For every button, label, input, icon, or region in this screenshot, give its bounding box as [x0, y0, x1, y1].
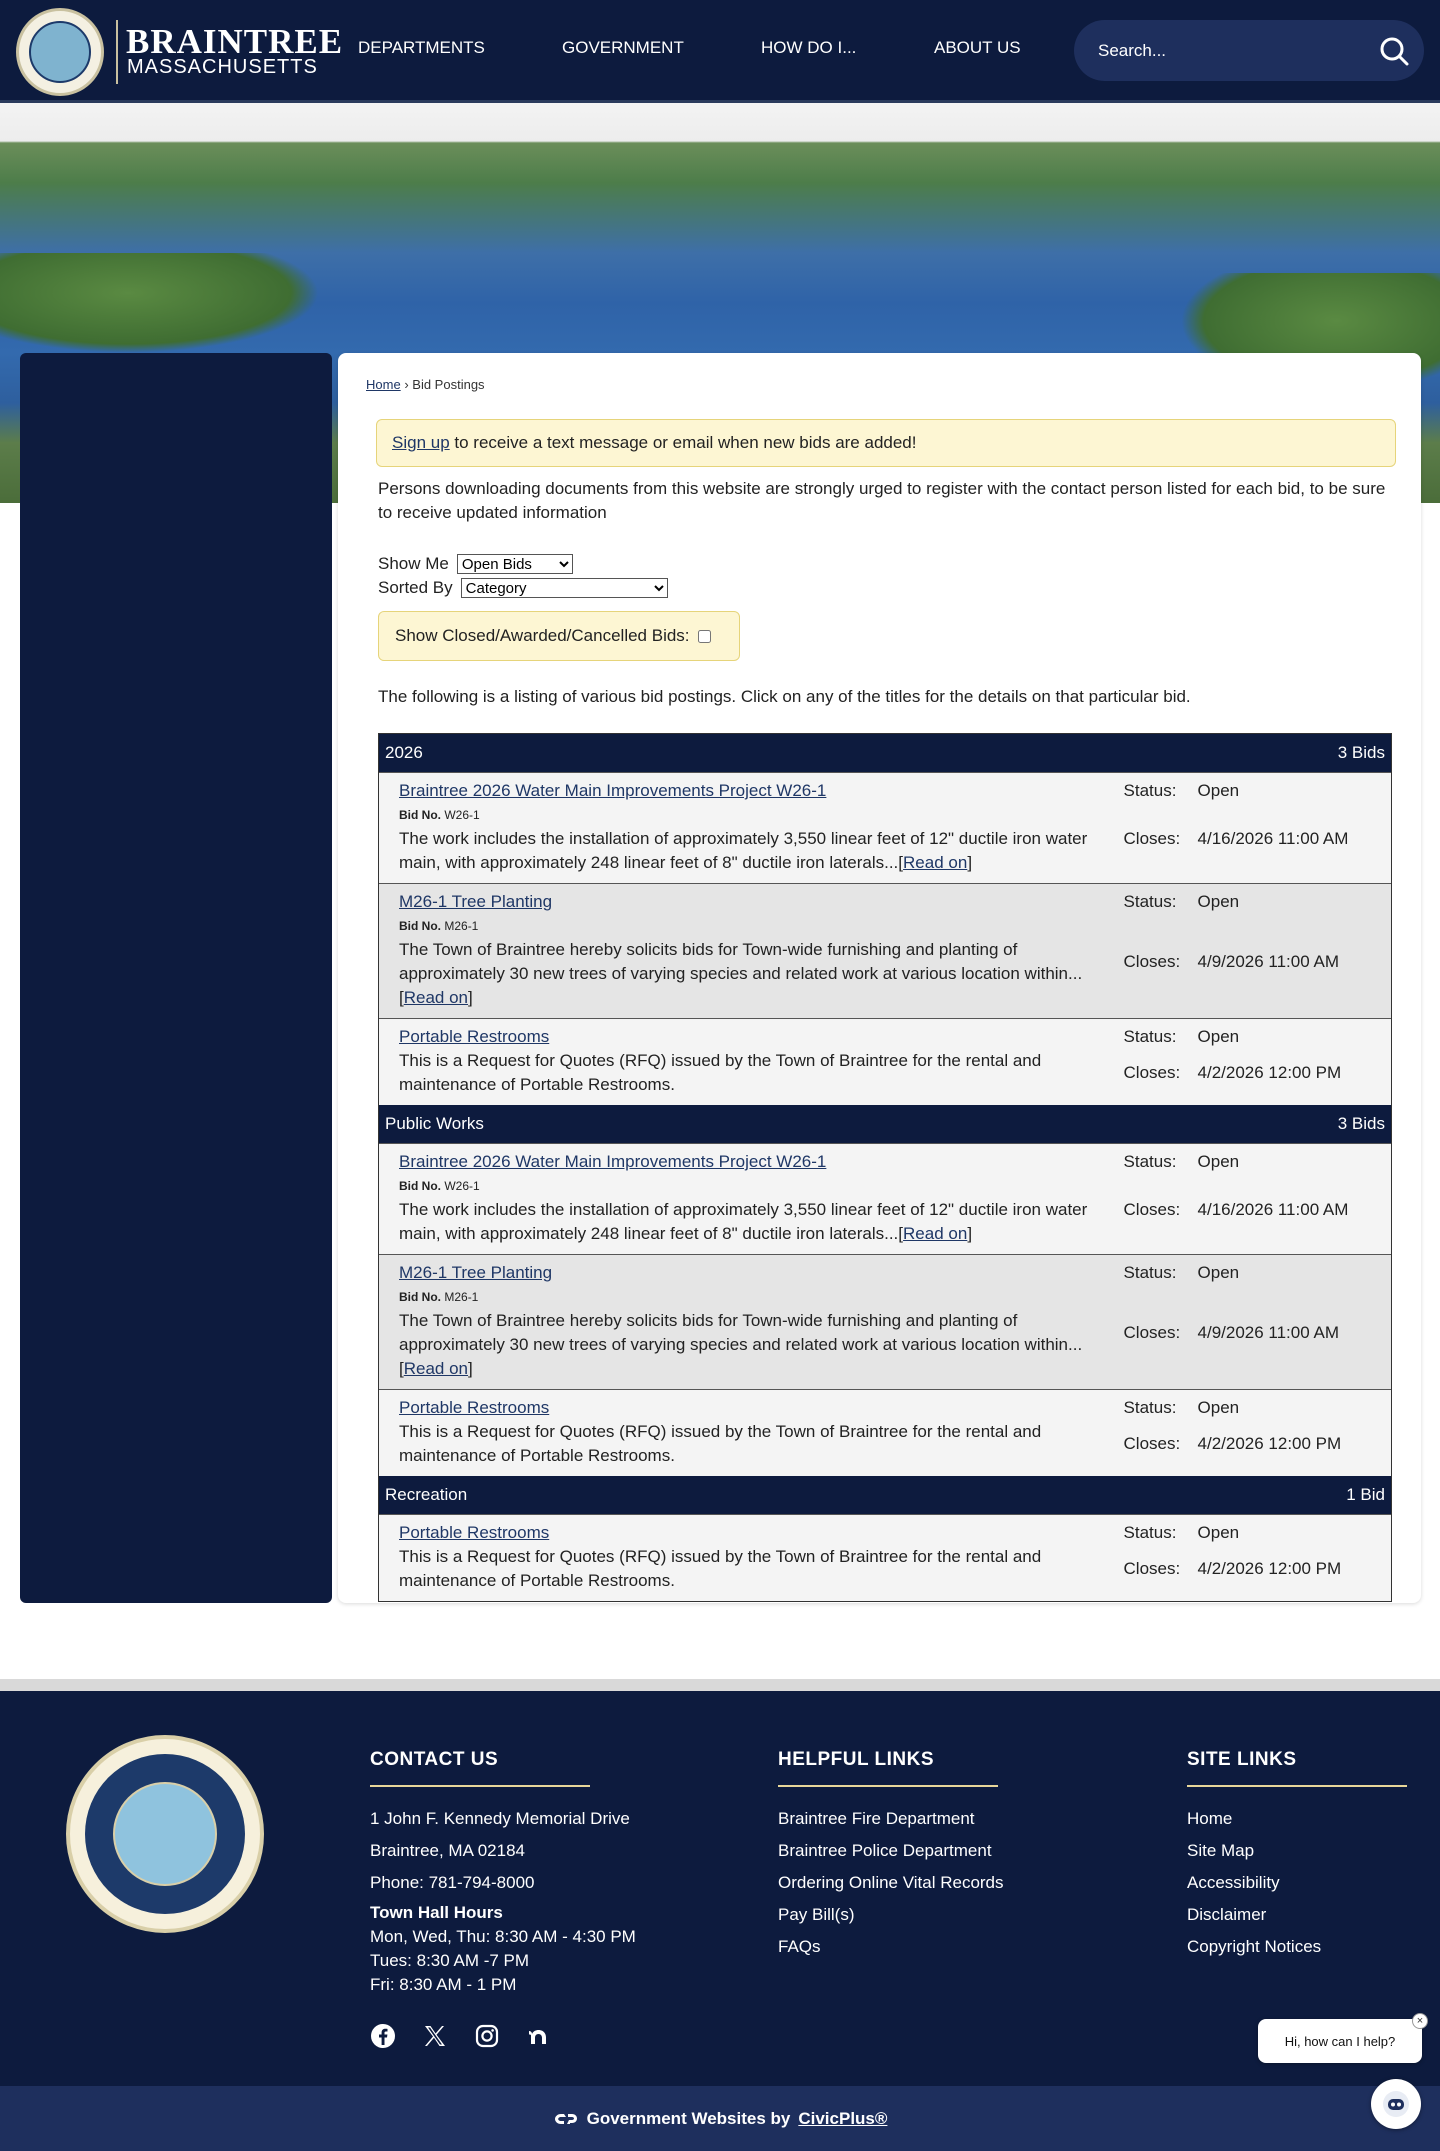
contact-us-rule	[370, 1785, 590, 1787]
breadcrumb-home-link[interactable]: Home	[366, 377, 401, 392]
bid-status-block	[1124, 1025, 1371, 1097]
helpful-links-heading: HELPFUL LINKS	[778, 1749, 935, 1770]
status-value: Open	[1197, 1152, 1240, 1171]
read-on-link[interactable]: Read on	[403, 1359, 469, 1378]
bid-table	[378, 733, 1392, 1602]
bid-description	[399, 1049, 1124, 1097]
sorted-by-label: Sorted By	[378, 578, 453, 597]
chatbot-avatar-button[interactable]	[1371, 2079, 1421, 2129]
bid-row	[379, 1143, 1391, 1254]
bid-row	[379, 1254, 1391, 1389]
bid-description	[399, 1420, 1124, 1468]
bid-status-block	[1124, 890, 1371, 1010]
show-me-select[interactable]	[457, 554, 573, 574]
helpful-link-faqs[interactable]: FAQs	[778, 1937, 821, 1956]
bid-title-link[interactable]: Portable Restrooms	[399, 1523, 550, 1542]
civicplus-prefix: Government Websites by	[586, 2108, 791, 2128]
sidebar	[20, 353, 332, 1603]
search-box	[1074, 20, 1424, 81]
closes-value: 4/9/2026 11:00 AM	[1197, 952, 1339, 971]
town-seal-logo[interactable]	[16, 8, 104, 96]
bid-description: The work includes the installation of approximately 3,550 linear feet of 12" ductile iron water main, with approximately 248 linear feet of 8" ductile iron laterals...[Read on]	[399, 1200, 1088, 1243]
closes-value: 4/2/2026 12:00 PM	[1197, 1434, 1342, 1453]
bid-row	[379, 772, 1391, 883]
contact-us-heading: CONTACT US	[370, 1749, 499, 1770]
read-on-link[interactable]: Read on	[903, 1224, 968, 1243]
bid-description-text: This is a Request for Quotes (RFQ) issued by the Town of Braintree for the rental and maintenance of Portable Restrooms.	[399, 1422, 1042, 1465]
status-label: Status:	[1123, 892, 1177, 911]
bid-row	[379, 883, 1391, 1018]
helpful-link-vital-records[interactable]: Ordering Online Vital Records	[778, 1873, 1004, 1892]
show-me-label: Show Me	[378, 554, 449, 573]
bid-number-value: W26-1	[444, 1179, 480, 1193]
read-on-link[interactable]: Read on	[903, 853, 968, 872]
status-value: Open	[1197, 1398, 1240, 1417]
breadcrumb-current: Bid Postings	[412, 377, 485, 392]
show-closed-checkbox[interactable]	[698, 630, 711, 643]
bid-number	[399, 1285, 1124, 1309]
civicplus-link[interactable]: CivicPlus®	[798, 2108, 888, 2128]
status-value: Open	[1197, 1523, 1240, 1542]
closes-value: 4/9/2026 11:00 AM	[1197, 1323, 1339, 1342]
chatbot-icon	[1381, 2089, 1411, 2119]
contact-address-line1: 1 John F. Kennedy Memorial Drive	[370, 1809, 630, 1828]
site-link-accessibility[interactable]: Accessibility	[1187, 1873, 1280, 1892]
bid-title-link[interactable]: Braintree 2026 Water Main Improvements Project W26-1	[399, 1152, 827, 1171]
chat-bubble-text: Hi, how can I help?	[1284, 2033, 1396, 2049]
hours-line3: Fri: 8:30 AM - 1 PM	[370, 1975, 517, 1994]
signup-alert	[376, 419, 1396, 467]
closes-label: Closes:	[1123, 1323, 1181, 1342]
sorted-by-row	[378, 578, 668, 598]
status-value: Open	[1197, 892, 1240, 911]
category-name: Recreation	[385, 1485, 468, 1504]
site-footer	[0, 1691, 1440, 2086]
status-value: Open	[1197, 781, 1240, 800]
site-links-heading: SITE LINKS	[1187, 1749, 1297, 1770]
bid-title-link[interactable]: M26-1 Tree Planting	[399, 892, 553, 911]
closes-label: Closes:	[1123, 1063, 1181, 1082]
category-count: 3 Bids	[1337, 743, 1385, 762]
logo-subtitle[interactable]: MASSACHUSETTS	[127, 56, 318, 78]
bid-details	[399, 890, 1124, 1010]
logo-title[interactable]: BRAINTREE	[126, 22, 344, 61]
bid-status-block	[1124, 1521, 1371, 1593]
search-icon[interactable]	[1378, 35, 1410, 67]
nav-government[interactable]: GOVERNMENT	[562, 38, 684, 57]
content-card	[338, 353, 1421, 1603]
bid-status-block	[1124, 1261, 1371, 1381]
nextdoor-icon[interactable]	[526, 2023, 552, 2049]
nav-how-do-i[interactable]: HOW DO I...	[761, 38, 857, 57]
chat-close-icon[interactable]: ×	[1412, 2013, 1428, 2029]
bid-number-value: M26-1	[444, 919, 479, 933]
bid-details	[399, 1150, 1124, 1246]
bid-title-link[interactable]: Portable Restrooms	[399, 1027, 550, 1046]
bid-description: The work includes the installation of approximately 3,550 linear feet of 12" ductile iron water main, with approximately 248 linear feet of 8" ductile iron laterals...[Read on]	[399, 829, 1088, 872]
site-link-home[interactable]: Home	[1187, 1809, 1233, 1828]
category-header	[379, 734, 1391, 772]
bid-number-value: M26-1	[444, 1290, 479, 1304]
social-links	[370, 2023, 552, 2049]
civicplus-bar	[0, 2086, 1440, 2151]
bid-title-link[interactable]: Braintree 2026 Water Main Improvements Project W26-1	[399, 781, 827, 800]
bid-details	[399, 1025, 1124, 1097]
status-label: Status:	[1123, 1398, 1177, 1417]
bid-details	[399, 779, 1124, 875]
logo-divider	[116, 20, 118, 84]
show-closed-label: Show Closed/Awarded/Cancelled Bids:	[395, 626, 690, 645]
bid-number	[399, 914, 1124, 938]
site-links-rule	[1187, 1785, 1407, 1787]
bid-details	[399, 1261, 1124, 1381]
bid-row	[379, 1018, 1391, 1105]
bid-number-label: Bid No.	[399, 808, 441, 822]
site-header	[0, 0, 1440, 103]
contact-us-column	[370, 1749, 636, 1997]
search-input[interactable]	[1098, 38, 1368, 64]
bid-title-link[interactable]: Portable Restrooms	[399, 1398, 550, 1417]
bid-number	[399, 1174, 1124, 1198]
bid-description: The Town of Braintree hereby solicits bids for Town-wide furnishing and planting of approximately 30 new trees of varying species and related work at various location within...[Read on]	[399, 1311, 1083, 1378]
bid-number-label: Bid No.	[399, 1290, 441, 1304]
contact-address-line2: Braintree, MA 02184	[370, 1841, 525, 1860]
category-header	[379, 1476, 1391, 1514]
bid-number-label: Bid No.	[399, 919, 441, 933]
closes-value: 4/2/2026 12:00 PM	[1197, 1063, 1342, 1082]
status-label: Status:	[1123, 1152, 1177, 1171]
breadcrumb	[366, 377, 485, 392]
category-count: 1 Bid	[1346, 1485, 1385, 1504]
bid-status-block	[1124, 779, 1371, 875]
bid-description-text: The work includes the installation of approximately 3,550 linear feet of 12" ductile iron water main, with approximately 248 linear feet of 8" ductile iron laterals...	[399, 1200, 1088, 1243]
status-value: Open	[1197, 1263, 1240, 1282]
closes-label: Closes:	[1123, 952, 1181, 971]
helpful-link-pay-bills[interactable]: Pay Bill(s)	[778, 1905, 855, 1924]
bid-row	[379, 1389, 1391, 1476]
breadcrumb-separator: ›	[404, 377, 409, 392]
category-count: 3 Bids	[1337, 1114, 1385, 1133]
bid-description-text: This is a Request for Quotes (RFQ) issued by the Town of Braintree for the rental and maintenance of Portable Restrooms.	[399, 1547, 1042, 1590]
category-name: 2026	[385, 743, 423, 762]
status-label: Status:	[1123, 1523, 1177, 1542]
helpful-link-fire[interactable]: Braintree Fire Department	[778, 1809, 975, 1828]
chat-bubble[interactable]	[1258, 2015, 1424, 2063]
helpful-links-column	[778, 1749, 1004, 1963]
read-on-link[interactable]: Read on	[403, 988, 469, 1007]
civicplus-logo-icon	[553, 2112, 579, 2126]
closes-value: 4/2/2026 12:00 PM	[1197, 1559, 1342, 1578]
status-value: Open	[1197, 1027, 1240, 1046]
closes-label: Closes:	[1123, 829, 1181, 848]
contact-phone: Phone: 781-794-8000	[370, 1873, 535, 1892]
closes-value: 4/16/2026 11:00 AM	[1197, 1200, 1349, 1219]
helpful-links-rule	[778, 1785, 998, 1787]
bid-description: The Town of Braintree hereby solicits bids for Town-wide furnishing and planting of approximately 30 new trees of varying species and related work at various location within...[Read on]	[399, 940, 1083, 1007]
bid-status-block	[1124, 1396, 1371, 1468]
category-name: Public Works	[385, 1114, 484, 1133]
bid-number-value: W26-1	[444, 808, 480, 822]
show-me-row	[378, 554, 573, 574]
footer-divider-bar	[0, 1679, 1440, 1691]
site-link-copyright[interactable]: Copyright Notices	[1187, 1937, 1322, 1956]
nav-departments[interactable]: DEPARTMENTS	[358, 38, 485, 57]
closes-label: Closes:	[1123, 1434, 1181, 1453]
show-closed-box	[378, 611, 740, 661]
status-label: Status:	[1123, 1027, 1177, 1046]
hours-line2: Tues: 8:30 AM -7 PM	[370, 1951, 530, 1970]
bid-description-text: This is a Request for Quotes (RFQ) issued by the Town of Braintree for the rental and maintenance of Portable Restrooms.	[399, 1051, 1042, 1094]
footer-town-seal	[66, 1735, 264, 1933]
bid-details	[399, 1396, 1124, 1468]
closes-label: Closes:	[1123, 1200, 1181, 1219]
town-hall-hours-title: Town Hall Hours	[370, 1903, 503, 1922]
bid-row	[379, 1514, 1391, 1601]
intro-text: Persons downloading documents from this website are strongly urged to register with the contact person listed for each bid, to be sure to receive updated information	[378, 479, 1386, 522]
status-label: Status:	[1123, 1263, 1177, 1282]
bid-description-text: The Town of Braintree hereby solicits bids for Town-wide furnishing and planting of approximately 30 new trees of varying species and related work at various location within...	[399, 940, 1083, 983]
status-label: Status:	[1123, 781, 1177, 800]
bid-details	[399, 1521, 1124, 1593]
bid-number-label: Bid No.	[399, 1179, 441, 1193]
hours-line1: Mon, Wed, Thu: 8:30 AM - 4:30 PM	[370, 1927, 636, 1946]
x-icon[interactable]	[422, 2023, 448, 2049]
facebook-icon[interactable]	[370, 2023, 396, 2049]
site-links-column	[1187, 1749, 1407, 1963]
bid-description	[399, 1545, 1124, 1593]
instagram-icon[interactable]	[474, 2023, 500, 2049]
site-link-disclaimer[interactable]: Disclaimer	[1187, 1905, 1267, 1924]
helpful-link-police[interactable]: Braintree Police Department	[778, 1841, 992, 1860]
sorted-by-select[interactable]	[461, 578, 668, 598]
signup-alert-text: to receive a text message or email when new bids are added!	[449, 433, 917, 452]
signup-link[interactable]: Sign up	[392, 433, 450, 452]
nav-about-us[interactable]: ABOUT US	[934, 38, 1021, 57]
listing-intro: The following is a listing of various bid postings. Click on any of the titles for the details on that particular bid.	[378, 687, 1191, 706]
bid-title-link[interactable]: M26-1 Tree Planting	[399, 1263, 553, 1282]
category-header	[379, 1105, 1391, 1143]
closes-label: Closes:	[1123, 1559, 1181, 1578]
bid-description-text: The work includes the installation of approximately 3,550 linear feet of 12" ductile iron water main, with approximately 248 linear feet of 8" ductile iron laterals...	[399, 829, 1088, 872]
site-link-site-map[interactable]: Site Map	[1187, 1841, 1255, 1860]
bid-status-block	[1124, 1150, 1371, 1246]
bid-description-text: The Town of Braintree hereby solicits bids for Town-wide furnishing and planting of approximately 30 new trees of varying species and related work at various location within...	[399, 1311, 1083, 1354]
bid-number	[399, 803, 1124, 827]
closes-value: 4/16/2026 11:00 AM	[1197, 829, 1349, 848]
